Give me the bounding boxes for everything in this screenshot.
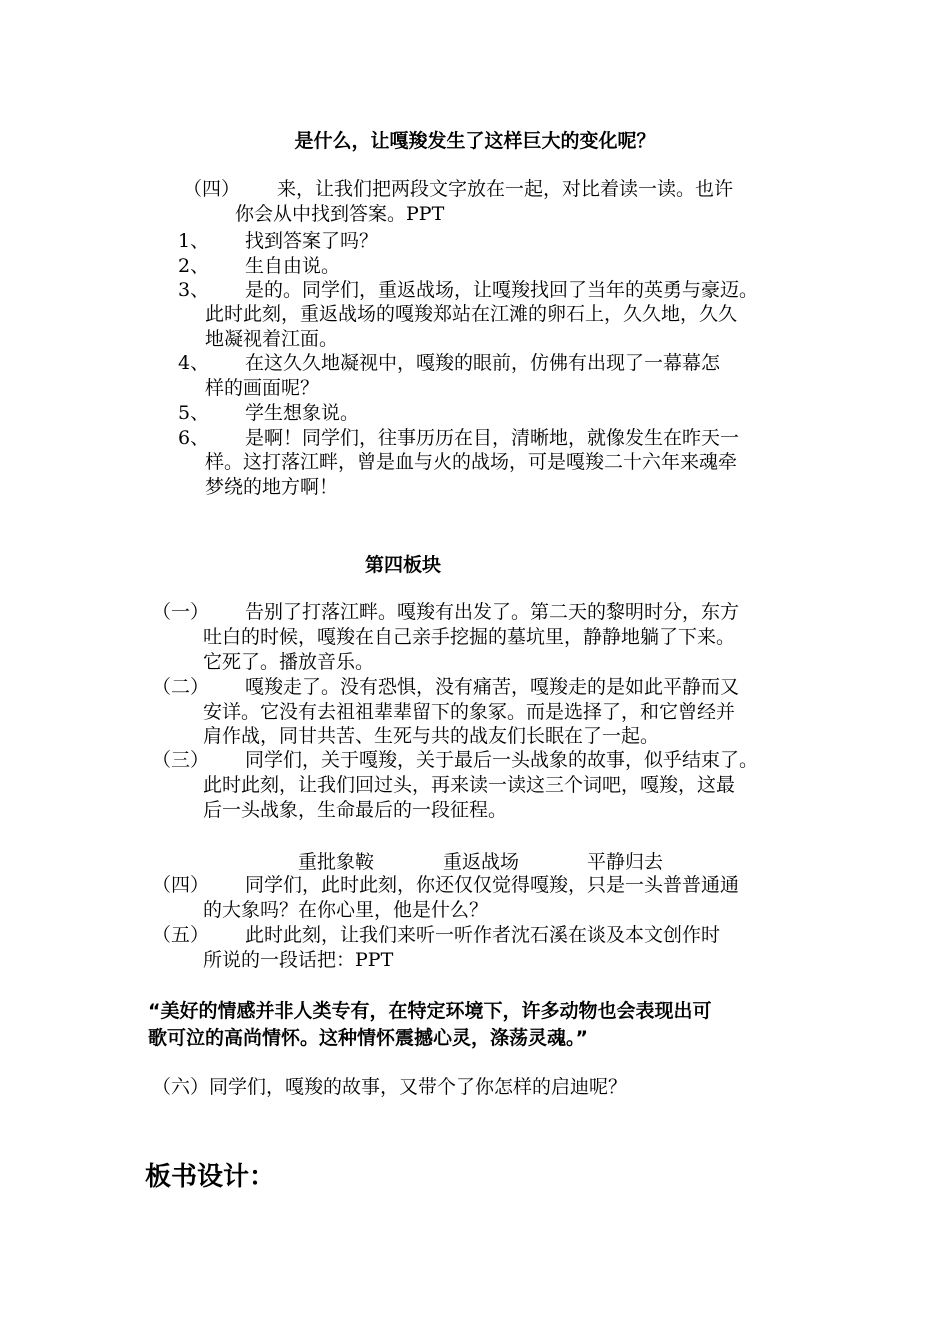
step-number: 1、 [178, 230, 210, 252]
section-label: （四） [152, 874, 210, 896]
section-text: 它死了。播放音乐。 [203, 651, 375, 673]
section-text: 告别了打落江畔。嘎羧有出发了。第二天的黎明时分，东方 [245, 601, 740, 623]
part4-line2: 你会从中找到答案。PPT [235, 203, 445, 225]
part4-line1: 来，让我们把两段文字放在一起，对比着读一读。也许 [277, 178, 734, 200]
section-label: （五） [152, 924, 210, 946]
section-text: 此时此刻，让我们来听一听作者沈石溪在谈及本文创作时 [245, 924, 721, 946]
step-number: 6、 [178, 427, 210, 449]
section-text: 同学们，此时此刻，你还仅仅觉得嘎羧，只是一头普普通通 [245, 874, 740, 896]
section-label: （一） [152, 601, 210, 623]
step-number: 3、 [178, 279, 210, 301]
step-text: 是的。同学们，重返战场，让嘎羧找回了当年的英勇与豪迈。 [245, 279, 759, 301]
page-heading: 是什么，让嘎羧发生了这样巨大的变化呢？ [294, 130, 656, 152]
step-text: 样。这打落江畔，曾是血与火的战场，可是嘎羧二十六年来魂牵 [205, 451, 738, 473]
section-text: 嘎羧走了。没有恐惧，没有痛苦，嘎羧走的是如此平静而又 [245, 676, 740, 698]
step-text: 是啊！同学们，往事历历在目，清晰地，就像发生在昨天一 [245, 427, 740, 449]
step-number: 2、 [178, 255, 210, 277]
section-text: 所说的一段话把：PPT [203, 949, 394, 971]
section-text: 此时此刻，让我们回过头，再来读一读这三个词吧，嘎羧，这最 [203, 774, 736, 796]
keyword: 重返战场 [443, 851, 520, 873]
section-title: 第四板块 [364, 554, 441, 576]
section-text: 肩作战，同甘共苦、生死与共的战友们长眠在了一起。 [203, 725, 660, 747]
part4-label: （四） [183, 178, 241, 200]
step-text: 梦绕的地方啊！ [205, 476, 339, 498]
step-text: 样的画面呢？ [205, 377, 320, 399]
step-text: 生自由说。 [245, 255, 341, 277]
section-label: （三） [152, 749, 210, 771]
step-text: 学生想象说。 [245, 402, 360, 424]
keyword: 重批象鞍 [298, 851, 375, 873]
section-text: 后一头战象，生命最后的一段征程。 [203, 799, 508, 821]
section-text: 吐白的时候，嘎羧在自己亲手挖掘的墓坑里，静静地躺了下来。 [203, 626, 736, 648]
section-label: （二） [152, 676, 210, 698]
section-text: 的大象吗？在你心里，他是什么？ [203, 899, 489, 921]
step-text: 找到答案了吗？ [245, 230, 379, 252]
step-text: 地凝视着江面。 [205, 328, 339, 350]
board-design-heading: 板书设计： [145, 1162, 276, 1192]
part6-text: （六）同学们，嘎羧的故事，又带个了你怎样的启迪呢？ [152, 1076, 628, 1098]
section-text: 同学们，关于嘎羧，关于最后一头战象的故事，似乎结束了。 [245, 749, 759, 771]
step-text: 此时此刻，重返战场的嘎羧郑站在江滩的卵石上，久久地，久久 [205, 303, 738, 325]
section-text: 安详。它没有去祖祖辈辈留下的象冢。而是选择了，和它曾经并 [203, 701, 736, 723]
quote-line1: “美好的情感并非人类专有，在特定环境下，许多动物也会表现出可 [148, 1000, 712, 1022]
keyword: 平静归去 [587, 851, 664, 873]
step-number: 5、 [178, 402, 210, 424]
step-number: 4、 [178, 352, 210, 374]
quote-line2: 歌可泣的高尚情怀。这种情怀震撼心灵，涤荡灵魂。” [148, 1027, 588, 1049]
step-text: 在这久久地凝视中，嘎羧的眼前，仿佛有出现了一幕幕怎 [245, 352, 721, 374]
